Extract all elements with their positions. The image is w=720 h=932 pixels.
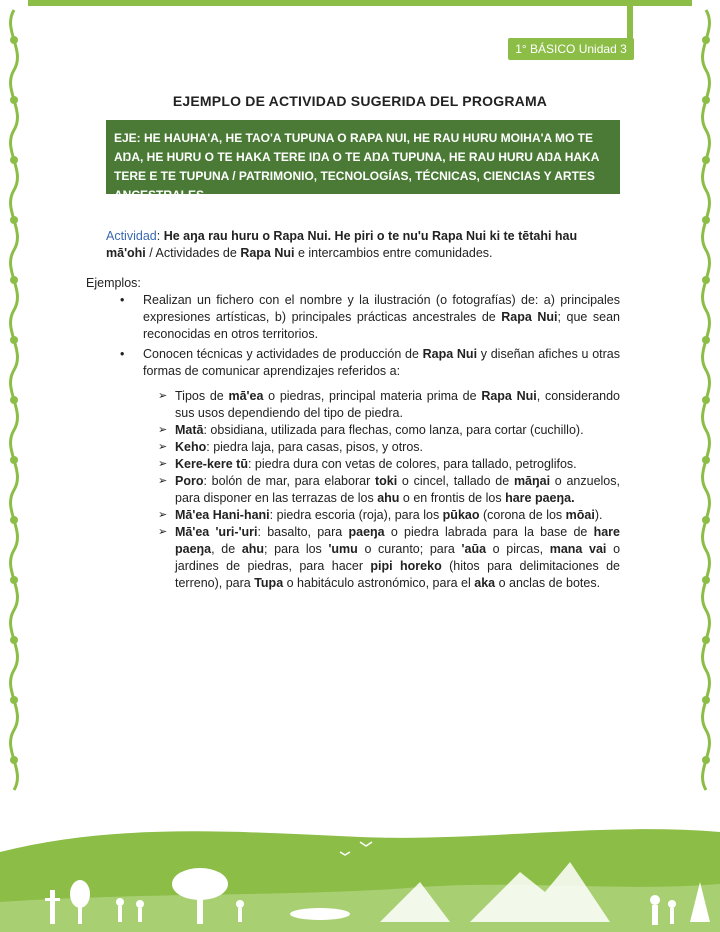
- item-text: o pircas,: [486, 542, 550, 556]
- item-text: : piedra dura con vetas de colores, para tallado, petroglifos.: [247, 457, 577, 471]
- list-item: [158, 473, 620, 507]
- item-text: (hitos para delimitaciones de terreno), para: [175, 559, 620, 590]
- list-item: [120, 346, 620, 380]
- ejemplos-heading: Ejemplos:: [86, 276, 141, 290]
- item-text: o piedra labrada para la base de: [384, 525, 594, 539]
- item-bold: māŋai: [513, 474, 551, 488]
- item-bold: Kere-kere tū: [175, 457, 248, 471]
- item-text: o en frontis de los: [399, 491, 506, 505]
- item-text: o piedras, principal materia prima de: [263, 389, 482, 403]
- actividad-label: Actividad: [106, 229, 157, 243]
- item-text: : obsidiana, utilizada para flechas, como lanza, para cortar (cuchillo).: [203, 423, 584, 437]
- item-text: : piedra escoria (roja), para los: [269, 508, 443, 522]
- item-bold: ahu: [241, 542, 265, 556]
- arrow-bullet-icon: ➢: [158, 424, 168, 436]
- list-item: [158, 439, 620, 456]
- page-title: EJEMPLO DE ACTIVIDAD SUGERIDA DEL PROGRAMA: [172, 93, 548, 109]
- item-bold: 'aūa: [461, 542, 487, 556]
- item-text: , de: [211, 542, 242, 556]
- list-item: [120, 292, 620, 343]
- item-text: (corona de los: [479, 508, 566, 522]
- item-bold: Tupa: [254, 576, 284, 590]
- item-bold: 'umu: [328, 542, 358, 556]
- item-text: o curanto; para: [357, 542, 462, 556]
- item-text: , considerando sus usos dependiendo del tipo de piedra.: [175, 389, 621, 420]
- eje-text: EJE: HE HAUHA'A, HE TAO'A TUPUNA O RAPA NUI, HE RAU HURU MOIHA'A MO TE AŊA, HE HURU O TE HAKA TERE IŊA O TE AŊA TUPUNA, HE RAU HURU AŊA HAKA TERE E TE TUPUNA / PATRIMONIO, TECNOLOGÍAS, TÉCNICAS, CIENCIAS Y ARTES ANCESTRALES.: [114, 131, 599, 202]
- arrow-bullet-icon: ➢: [158, 509, 168, 521]
- item-text: o anclas de botes.: [495, 576, 601, 590]
- arrow-bullet-icon: ➢: [158, 390, 168, 402]
- item-text: : piedra laja, para casas, pisos, y otros.: [206, 440, 424, 454]
- item-text: Realizan un fichero con el nombre y la ilustración (o fotografías) de: a) principales expresiones artísticas, b) principales prácticas ancestrales de: [143, 293, 620, 324]
- item-text: o cincel, tallado de: [397, 474, 514, 488]
- eje-banner: [106, 120, 620, 202]
- badge-stem: [627, 0, 633, 40]
- item-text: Conocen técnicas y actividades de producción de: [143, 347, 423, 361]
- item-text: o anzuelos, para disponer en las terrazas de los: [175, 474, 620, 505]
- item-bold: hare paeŋa: [175, 525, 620, 556]
- actividad-text: e intercambios entre comunidades.: [294, 246, 493, 260]
- arrow-bullet-icon: ➢: [158, 458, 168, 470]
- item-bold: Matā: [175, 423, 204, 437]
- list-item: [158, 507, 620, 524]
- actividad-text: / Actividades de: [145, 246, 241, 260]
- item-text: : basalto, para: [257, 525, 349, 539]
- item-bold: Rapa Nui: [481, 389, 537, 403]
- ejemplos-list: [120, 292, 620, 383]
- item-bold: paeŋa: [348, 525, 385, 539]
- list-item: [158, 388, 620, 422]
- item-bold: ahu: [377, 491, 400, 505]
- stone-types-list: [158, 388, 620, 592]
- item-text: o jardines de piedras, para hacer: [175, 542, 621, 573]
- bullet-icon: •: [120, 293, 125, 307]
- actividad-bold: Rapa Nui: [240, 246, 295, 260]
- item-text: o habitáculo astronómico, para el: [283, 576, 475, 590]
- item-text: y diseñan afiches u otras formas de comunicar aprendizajes referidos a:: [143, 347, 620, 378]
- footer-landscape-illustration: [0, 812, 720, 932]
- item-bold: aka: [474, 576, 496, 590]
- item-text: ; para los: [264, 542, 329, 556]
- top-decorative-strip: [0, 0, 720, 6]
- item-bold: Keho: [175, 440, 207, 454]
- item-bold: hare paeŋa.: [505, 491, 575, 505]
- item-bold: mana vai: [549, 542, 607, 556]
- item-bold: mā'ea: [228, 389, 264, 403]
- actividad-title-rapanui: He aŋa rau huru o Rapa Nui. He piri o te nu'u Rapa Nui ki te tētahi hau mā'ohi: [106, 229, 578, 260]
- arrow-bullet-icon: ➢: [158, 441, 168, 453]
- item-text: : bolón de mar, para elaborar: [203, 474, 375, 488]
- right-ornament-border: [692, 0, 720, 820]
- bullet-icon: •: [120, 347, 125, 361]
- list-item: [158, 422, 620, 439]
- item-text: Tipos de: [175, 389, 229, 403]
- item-bold: pipi horeko: [370, 559, 442, 573]
- item-bold: mōai: [565, 508, 595, 522]
- actividad-paragraph: Actividad: He aŋa rau huru o Rapa Nui. He piri o te nu'u Rapa Nui ki te tētahi hau mā'ohi / Actividades de Rapa Nui e intercambios entre comunidades.: [106, 229, 578, 260]
- arrow-bullet-icon: ➢: [158, 475, 168, 487]
- list-item: [158, 524, 620, 592]
- item-bold: Mā'ea Hani-hani: [175, 508, 270, 522]
- grade-unit-badge: 1° BÁSICO Unidad 3: [508, 38, 634, 60]
- item-bold: Rapa Nui: [501, 310, 558, 324]
- left-ornament-border: [0, 0, 28, 820]
- item-bold: pūkao: [442, 508, 480, 522]
- arrow-bullet-icon: ➢: [158, 526, 168, 538]
- item-bold: Mā'ea 'uri-'uri: [175, 525, 258, 539]
- item-bold: Poro: [175, 474, 204, 488]
- item-text: ).: [594, 508, 603, 522]
- item-bold: toki: [374, 474, 398, 488]
- list-item: [158, 456, 620, 473]
- item-bold: Rapa Nui: [422, 347, 478, 361]
- item-text: ; que sean reconocidas en otros territorios.: [143, 310, 620, 341]
